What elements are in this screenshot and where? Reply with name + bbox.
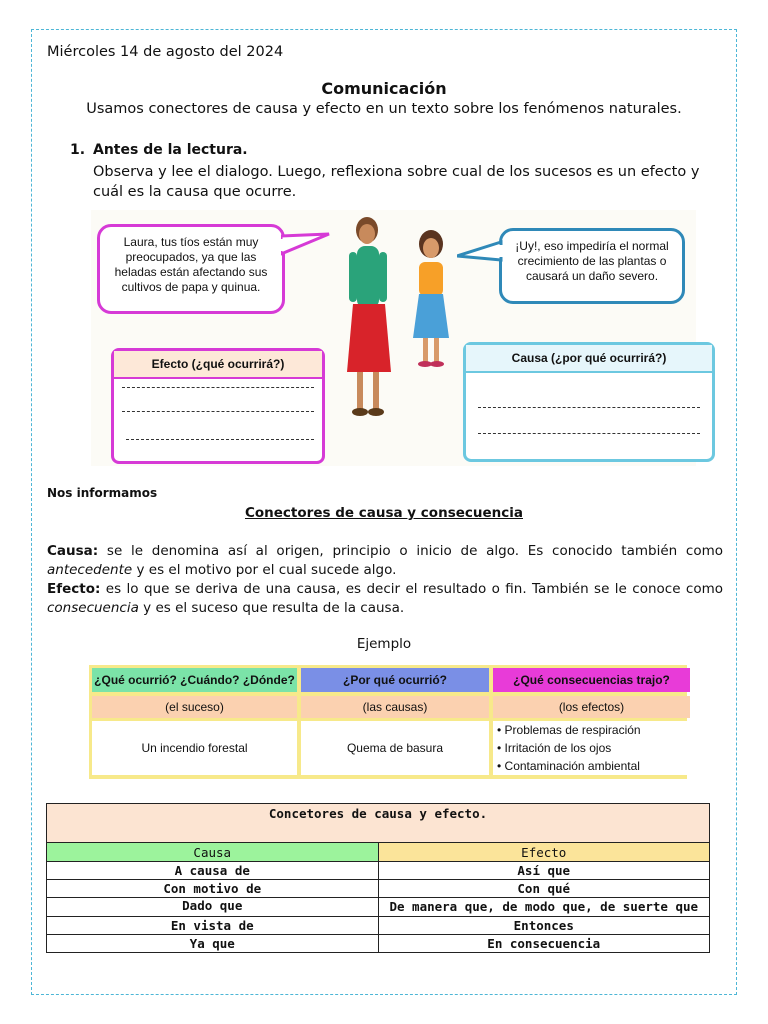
efecto-label: Efecto: xyxy=(47,581,101,597)
list-item: • Irritación de los ojos xyxy=(497,741,612,756)
page-title: Comunicación xyxy=(321,79,447,98)
page-subtitle: Usamos conectores de causa y efecto en un texto sobre los fenómenos naturales. xyxy=(86,101,682,117)
causa-text-1: se le denomina así al origen, principio o inicio de algo. Es conocido también como xyxy=(98,543,723,559)
example-header-causa: ¿Por qué ocurrió? xyxy=(301,668,489,692)
speech-bubble-aunt: Laura, tus tíos están muy preocupados, ya que las heladas están afectando sus cultivos de papa y quinua. xyxy=(97,224,285,314)
list-item: • Contaminación ambiental xyxy=(497,759,640,774)
causa-cell: A causa de xyxy=(47,862,379,880)
section-instructions: Observa y lee el dialogo. Luego, reflexiona sobre cual de los sucesos es un efecto y cuál es la causa que ocurre. xyxy=(93,164,700,200)
list-item: • Problemas de respiración xyxy=(497,723,641,738)
efecto-box-title: Efecto (¿qué ocurrirá?) xyxy=(114,351,322,379)
example-header-suceso: ¿Qué ocurrió? ¿Cuándo? ¿Dónde? xyxy=(92,668,297,692)
causa-definition xyxy=(47,542,723,580)
efecto-cell: Con qué xyxy=(378,880,710,898)
column-header-causa: Causa xyxy=(47,843,379,862)
efecto-italic: consecuencia xyxy=(47,600,139,616)
ejemplo-label: Ejemplo xyxy=(356,636,412,652)
girl-figure-icon xyxy=(401,226,461,376)
connectors-table-title: Concetores de causa y efecto. xyxy=(47,804,710,843)
example-sub-efectos: (los efectos) xyxy=(493,696,690,718)
section-heading: Antes de la lectura. xyxy=(93,142,248,158)
table-row xyxy=(47,880,710,898)
answer-line xyxy=(126,439,314,440)
causa-label: Causa: xyxy=(47,543,99,559)
column-header-efecto: Efecto xyxy=(378,843,710,862)
dialogue-illustration xyxy=(91,210,696,466)
example-suceso-cell: Un incendio forestal xyxy=(92,721,297,775)
woman-figure-icon xyxy=(327,212,407,462)
example-efectos-cell xyxy=(493,721,690,775)
causa-cell: Con motivo de xyxy=(47,880,379,898)
date-line: Miércoles 14 de agosto del 2024 xyxy=(47,44,284,60)
example-sub-suceso: (el suceso) xyxy=(92,696,297,718)
nos-informamos-heading: Nos informamos xyxy=(47,486,158,500)
causa-cell: Ya que xyxy=(47,935,379,953)
speech-bubble-girl: ¡Uy!, eso impediría el normal crecimiento de las plantas o causará un daño severo. xyxy=(499,228,685,304)
causa-cell: En vista de xyxy=(47,917,379,935)
example-causa-cell: Quema de basura xyxy=(301,721,489,775)
efecto-cell: En consecuencia xyxy=(378,935,710,953)
causa-answer-box[interactable] xyxy=(463,342,715,462)
bubble-tail-left-icon xyxy=(281,232,331,272)
causa-text-2: y es el motivo por el cual sucede algo. xyxy=(132,562,397,578)
causa-cell: Dado que xyxy=(47,898,379,917)
efecto-answer-box[interactable] xyxy=(111,348,325,464)
example-table xyxy=(89,665,687,779)
efecto-text-1: es lo que se deriva de una causa, es decir el resultado o fin. También se le conoce como xyxy=(100,581,723,597)
efecto-text-2: y es el suceso que resulta de la causa. xyxy=(138,600,405,616)
answer-line xyxy=(478,407,700,408)
answer-line xyxy=(478,433,700,434)
table-row xyxy=(47,898,710,917)
connectors-table xyxy=(46,803,710,953)
answer-line xyxy=(122,411,314,412)
table-row xyxy=(47,935,710,953)
section-number: 1. xyxy=(70,142,86,158)
efecto-definition xyxy=(47,580,723,618)
table-row xyxy=(47,862,710,880)
answer-line xyxy=(122,387,314,388)
bubble-tail-right-icon xyxy=(457,238,503,268)
causa-box-title: Causa (¿por qué ocurrirá?) xyxy=(466,345,712,373)
causa-italic: antecedente xyxy=(47,562,133,578)
efecto-cell: De manera que, de modo que, de suerte que xyxy=(378,898,710,917)
example-sub-causas: (las causas) xyxy=(301,696,489,718)
table-row xyxy=(47,917,710,935)
efecto-cell: Así que xyxy=(378,862,710,880)
connectors-section-title: Conectores de causa y consecuencia xyxy=(244,505,523,521)
efecto-cell: Entonces xyxy=(378,917,710,935)
example-header-consecuencias: ¿Qué consecuencias trajo? xyxy=(493,668,690,692)
